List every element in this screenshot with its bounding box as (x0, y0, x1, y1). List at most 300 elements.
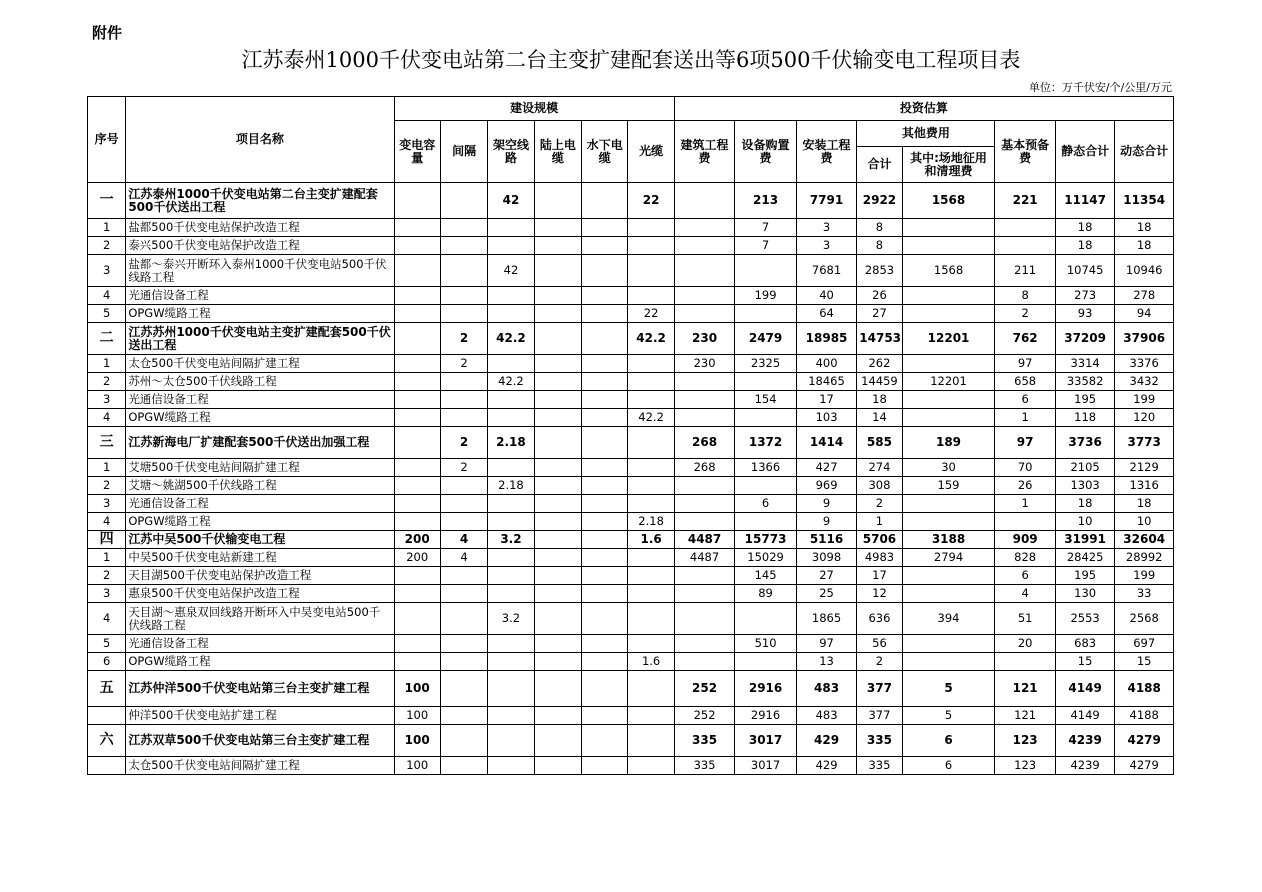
value-cell (394, 237, 440, 255)
value-cell (488, 757, 534, 775)
value-cell: 12201 (902, 323, 995, 355)
value-cell (902, 219, 995, 237)
seq-cell: 4 (88, 287, 126, 305)
value-cell (534, 477, 581, 495)
value-cell: 18 (1115, 495, 1174, 513)
value-cell: 969 (796, 477, 856, 495)
value-cell (628, 757, 674, 775)
value-cell (582, 707, 628, 725)
value-cell (488, 495, 534, 513)
value-cell (534, 459, 581, 477)
value-cell: 6 (902, 725, 995, 757)
value-cell: 26 (995, 477, 1055, 495)
value-cell (582, 725, 628, 757)
value-cell (902, 355, 995, 373)
value-cell: 199 (1115, 391, 1174, 409)
header-optical-cable: 光缆 (628, 121, 674, 183)
value-cell: 6 (735, 495, 797, 513)
value-cell: 2916 (735, 707, 797, 725)
value-cell: 1366 (735, 459, 797, 477)
value-cell: 2 (857, 495, 902, 513)
value-cell (534, 707, 581, 725)
table-row (88, 219, 1174, 237)
value-cell (628, 459, 674, 477)
attachment-label: 附件 (92, 24, 123, 42)
seq-cell: 五 (88, 671, 126, 707)
value-cell: 20 (995, 635, 1055, 653)
value-cell: 5 (902, 671, 995, 707)
seq-cell: 5 (88, 305, 126, 323)
value-cell (582, 549, 628, 567)
table-row (88, 409, 1174, 427)
value-cell (582, 513, 628, 531)
seq-cell: 4 (88, 409, 126, 427)
value-cell (488, 391, 534, 409)
value-cell (488, 355, 534, 373)
seq-cell (88, 757, 126, 775)
value-cell (628, 567, 674, 585)
table-row (88, 287, 1174, 305)
value-cell (440, 707, 487, 725)
value-cell (628, 391, 674, 409)
group-row (88, 725, 1174, 757)
value-cell (582, 287, 628, 305)
value-cell (534, 585, 581, 603)
value-cell: 18 (1115, 219, 1174, 237)
value-cell: 4149 (1055, 707, 1114, 725)
value-cell: 123 (995, 725, 1055, 757)
value-cell: 9 (796, 495, 856, 513)
value-cell: 189 (902, 427, 995, 459)
value-cell (488, 567, 534, 585)
value-cell: 195 (1055, 391, 1114, 409)
value-cell (488, 653, 534, 671)
value-cell (440, 255, 487, 287)
value-cell (674, 391, 734, 409)
value-cell (534, 635, 581, 653)
value-cell: 11354 (1115, 183, 1174, 219)
value-cell: 3188 (902, 531, 995, 549)
value-cell (440, 513, 487, 531)
value-cell: 7 (735, 237, 797, 255)
value-cell (735, 305, 797, 323)
value-cell: 42.2 (488, 323, 534, 355)
value-cell (995, 513, 1055, 531)
seq-cell: 3 (88, 585, 126, 603)
value-cell (582, 219, 628, 237)
project-name-cell: 江苏仲洋500千伏变电站第三台主变扩建工程 (126, 671, 394, 707)
value-cell: 14459 (857, 373, 902, 391)
value-cell (735, 603, 797, 635)
value-cell: 8 (995, 287, 1055, 305)
value-cell (394, 495, 440, 513)
project-name-cell: 光通信设备工程 (126, 391, 394, 409)
value-cell: 2553 (1055, 603, 1114, 635)
value-cell (534, 653, 581, 671)
project-name-cell: 天目湖～惠泉双回线路开断环入中吴变电站500千伏线路工程 (126, 603, 394, 635)
header-land-cable: 陆上电缆 (534, 121, 581, 183)
value-cell (582, 255, 628, 287)
value-cell: 1.6 (628, 531, 674, 549)
value-cell (582, 305, 628, 323)
value-cell (628, 725, 674, 757)
value-cell: 4279 (1115, 757, 1174, 775)
value-cell: 1372 (735, 427, 797, 459)
project-name-cell: OPGW缆路工程 (126, 513, 394, 531)
value-cell: 2916 (735, 671, 797, 707)
value-cell (902, 653, 995, 671)
value-cell (902, 513, 995, 531)
value-cell: 3.2 (488, 603, 534, 635)
value-cell: 42.2 (628, 323, 674, 355)
value-cell (628, 549, 674, 567)
value-cell: 658 (995, 373, 1055, 391)
value-cell: 377 (857, 707, 902, 725)
value-cell (534, 725, 581, 757)
project-name-cell: 太仓500千伏变电站间隔扩建工程 (126, 757, 394, 775)
value-cell: 22 (628, 305, 674, 323)
seq-cell: 3 (88, 495, 126, 513)
value-cell (440, 373, 487, 391)
header-sea-cable: 水下电缆 (582, 121, 628, 183)
value-cell (394, 409, 440, 427)
value-cell (902, 391, 995, 409)
value-cell: 199 (1115, 567, 1174, 585)
value-cell (488, 409, 534, 427)
value-cell (902, 567, 995, 585)
value-cell (534, 305, 581, 323)
value-cell: 97 (796, 635, 856, 653)
value-cell: 56 (857, 635, 902, 653)
header-install-cost: 安装工程费 (796, 121, 856, 183)
value-cell: 100 (394, 757, 440, 775)
value-cell (735, 409, 797, 427)
value-cell (995, 653, 1055, 671)
value-cell: 42 (488, 255, 534, 287)
value-cell (488, 237, 534, 255)
value-cell: 18 (1055, 495, 1114, 513)
value-cell (440, 585, 487, 603)
value-cell (394, 459, 440, 477)
value-cell (534, 513, 581, 531)
group-row (88, 531, 1174, 549)
value-cell: 28425 (1055, 549, 1114, 567)
value-cell (440, 495, 487, 513)
project-name-cell: 光通信设备工程 (126, 495, 394, 513)
project-name-cell: OPGW缆路工程 (126, 409, 394, 427)
value-cell: 15 (1115, 653, 1174, 671)
project-name-cell: 江苏中吴500千伏输变电工程 (126, 531, 394, 549)
value-cell: 1865 (796, 603, 856, 635)
value-cell: 17 (857, 567, 902, 585)
value-cell (394, 373, 440, 391)
value-cell: 213 (735, 183, 797, 219)
value-cell (674, 183, 734, 219)
seq-cell: 2 (88, 477, 126, 495)
header-reserve: 基本预备费 (995, 121, 1055, 183)
value-cell (628, 255, 674, 287)
value-cell (394, 635, 440, 653)
value-cell (674, 373, 734, 391)
value-cell (534, 567, 581, 585)
header-static-total: 静态合计 (1055, 121, 1114, 183)
table-row (88, 585, 1174, 603)
value-cell: 230 (674, 355, 734, 373)
value-cell: 4239 (1055, 757, 1114, 775)
value-cell: 3098 (796, 549, 856, 567)
value-cell: 7791 (796, 183, 856, 219)
project-name-cell: 艾塘500千伏变电站间隔扩建工程 (126, 459, 394, 477)
value-cell: 10745 (1055, 255, 1114, 287)
value-cell: 274 (857, 459, 902, 477)
table-row (88, 603, 1174, 635)
value-cell: 252 (674, 671, 734, 707)
value-cell: 64 (796, 305, 856, 323)
seq-cell: 6 (88, 653, 126, 671)
value-cell (582, 585, 628, 603)
project-name-cell: 江苏新海电厂扩建配套500千伏送出加强工程 (126, 427, 394, 459)
value-cell: 2 (440, 323, 487, 355)
value-cell (582, 603, 628, 635)
value-cell: 2325 (735, 355, 797, 373)
table-row (88, 255, 1174, 287)
value-cell (995, 219, 1055, 237)
value-cell (488, 305, 534, 323)
value-cell: 12201 (902, 373, 995, 391)
value-cell (394, 567, 440, 585)
value-cell (582, 183, 628, 219)
value-cell: 4188 (1115, 707, 1174, 725)
value-cell: 429 (796, 725, 856, 757)
value-cell (582, 355, 628, 373)
value-cell: 200 (394, 531, 440, 549)
value-cell: 2568 (1115, 603, 1174, 635)
table-row (88, 653, 1174, 671)
seq-cell: 1 (88, 355, 126, 373)
value-cell (628, 477, 674, 495)
value-cell (674, 495, 734, 513)
value-cell: 130 (1055, 585, 1114, 603)
value-cell (394, 219, 440, 237)
value-cell: 2.18 (488, 427, 534, 459)
seq-cell: 4 (88, 603, 126, 635)
value-cell: 1 (995, 495, 1055, 513)
header-equipment-cost: 设备购置费 (735, 121, 797, 183)
value-cell: 3 (796, 219, 856, 237)
value-cell: 427 (796, 459, 856, 477)
header-overhead-line: 架空线路 (488, 121, 534, 183)
value-cell (488, 513, 534, 531)
value-cell (674, 287, 734, 305)
value-cell: 13 (796, 653, 856, 671)
value-cell: 636 (857, 603, 902, 635)
project-name-cell: 盐都500千伏变电站保护改造工程 (126, 219, 394, 237)
seq-cell: 六 (88, 725, 126, 757)
value-cell (674, 635, 734, 653)
header-other-fees: 其他费用 (857, 121, 995, 147)
value-cell (394, 183, 440, 219)
value-cell: 3376 (1115, 355, 1174, 373)
value-cell: 10 (1115, 513, 1174, 531)
value-cell: 3 (796, 237, 856, 255)
group-row (88, 183, 1174, 219)
seq-cell: 1 (88, 459, 126, 477)
value-cell: 1303 (1055, 477, 1114, 495)
value-cell: 4 (440, 549, 487, 567)
value-cell (534, 409, 581, 427)
value-cell: 33 (1115, 585, 1174, 603)
value-cell (628, 373, 674, 391)
value-cell: 3.2 (488, 531, 534, 549)
seq-cell: 2 (88, 237, 126, 255)
value-cell: 2794 (902, 549, 995, 567)
value-cell (674, 585, 734, 603)
value-cell: 394 (902, 603, 995, 635)
group-row (88, 671, 1174, 707)
value-cell (534, 549, 581, 567)
value-cell: 15 (1055, 653, 1114, 671)
value-cell (534, 373, 581, 391)
project-name-cell: OPGW缆路工程 (126, 305, 394, 323)
value-cell (534, 671, 581, 707)
value-cell: 103 (796, 409, 856, 427)
value-cell (735, 513, 797, 531)
seq-cell (88, 707, 126, 725)
value-cell: 199 (735, 287, 797, 305)
value-cell (440, 635, 487, 653)
value-cell: 195 (1055, 567, 1114, 585)
value-cell (440, 305, 487, 323)
value-cell (582, 653, 628, 671)
value-cell: 2922 (857, 183, 902, 219)
value-cell: 1.6 (628, 653, 674, 671)
value-cell: 2.18 (488, 477, 534, 495)
seq-cell: 3 (88, 255, 126, 287)
header-capacity: 变电容量 (394, 121, 440, 183)
value-cell (582, 531, 628, 549)
value-cell: 278 (1115, 287, 1174, 305)
value-cell: 335 (857, 757, 902, 775)
value-cell (674, 603, 734, 635)
group-row (88, 427, 1174, 459)
table-row (88, 237, 1174, 255)
value-cell (488, 725, 534, 757)
value-cell: 18465 (796, 373, 856, 391)
value-cell: 93 (1055, 305, 1114, 323)
value-cell (440, 567, 487, 585)
project-name-cell: 江苏苏州1000千伏变电站主变扩建配套500千伏送出工程 (126, 323, 394, 355)
value-cell (534, 323, 581, 355)
header-project-name: 项目名称 (126, 97, 394, 183)
value-cell: 221 (995, 183, 1055, 219)
value-cell: 252 (674, 707, 734, 725)
value-cell (902, 287, 995, 305)
value-cell: 3432 (1115, 373, 1174, 391)
value-cell: 27 (796, 567, 856, 585)
value-cell (582, 391, 628, 409)
value-cell (674, 567, 734, 585)
value-cell: 483 (796, 671, 856, 707)
project-name-cell: 光通信设备工程 (126, 287, 394, 305)
value-cell: 4149 (1055, 671, 1114, 707)
value-cell (534, 757, 581, 775)
value-cell: 1 (995, 409, 1055, 427)
value-cell (440, 725, 487, 757)
value-cell: 5706 (857, 531, 902, 549)
value-cell (735, 653, 797, 671)
header-building-cost: 建筑工程费 (674, 121, 734, 183)
table-row (88, 391, 1174, 409)
value-cell (534, 287, 581, 305)
value-cell: 3736 (1055, 427, 1114, 459)
value-cell (628, 287, 674, 305)
value-cell (534, 531, 581, 549)
value-cell (582, 459, 628, 477)
value-cell: 40 (796, 287, 856, 305)
project-table (87, 96, 1174, 775)
table-row (88, 513, 1174, 531)
value-cell (394, 355, 440, 373)
value-cell: 5 (902, 707, 995, 725)
value-cell (628, 707, 674, 725)
table-row (88, 495, 1174, 513)
value-cell (394, 513, 440, 531)
table-body (88, 183, 1174, 775)
value-cell (440, 477, 487, 495)
project-name-cell: 中吴500千伏变电站新建工程 (126, 549, 394, 567)
value-cell (440, 409, 487, 427)
value-cell (394, 477, 440, 495)
value-cell (628, 495, 674, 513)
value-cell: 200 (394, 549, 440, 567)
table-row (88, 459, 1174, 477)
value-cell: 9 (796, 513, 856, 531)
value-cell: 909 (995, 531, 1055, 549)
value-cell: 18 (857, 391, 902, 409)
value-cell (394, 255, 440, 287)
value-cell (534, 219, 581, 237)
value-cell: 37906 (1115, 323, 1174, 355)
value-cell: 100 (394, 725, 440, 757)
value-cell: 3314 (1055, 355, 1114, 373)
value-cell: 42.2 (488, 373, 534, 391)
value-cell: 32604 (1115, 531, 1174, 549)
value-cell (488, 459, 534, 477)
project-name-cell: 苏州～太仓500千伏线路工程 (126, 373, 394, 391)
value-cell: 42.2 (628, 409, 674, 427)
value-cell: 4 (440, 531, 487, 549)
value-cell (628, 427, 674, 459)
group-row (88, 323, 1174, 355)
seq-cell: 3 (88, 391, 126, 409)
value-cell (674, 477, 734, 495)
project-name-cell: 仲洋500千伏变电站扩建工程 (126, 707, 394, 725)
value-cell: 4279 (1115, 725, 1174, 757)
table-row (88, 373, 1174, 391)
seq-cell: 1 (88, 219, 126, 237)
value-cell: 429 (796, 757, 856, 775)
value-cell: 697 (1115, 635, 1174, 653)
value-cell: 17 (796, 391, 856, 409)
document-title: 江苏泰州1000千伏变电站第二台主变扩建配套送出等6项500千伏输变电工程项目表 (241, 48, 1021, 72)
value-cell: 1568 (902, 183, 995, 219)
value-cell: 123 (995, 757, 1055, 775)
project-name-cell: OPGW缆路工程 (126, 653, 394, 671)
project-name-cell: 天目湖500千伏变电站保护改造工程 (126, 567, 394, 585)
value-cell: 8 (857, 219, 902, 237)
value-cell (995, 237, 1055, 255)
value-cell (902, 585, 995, 603)
